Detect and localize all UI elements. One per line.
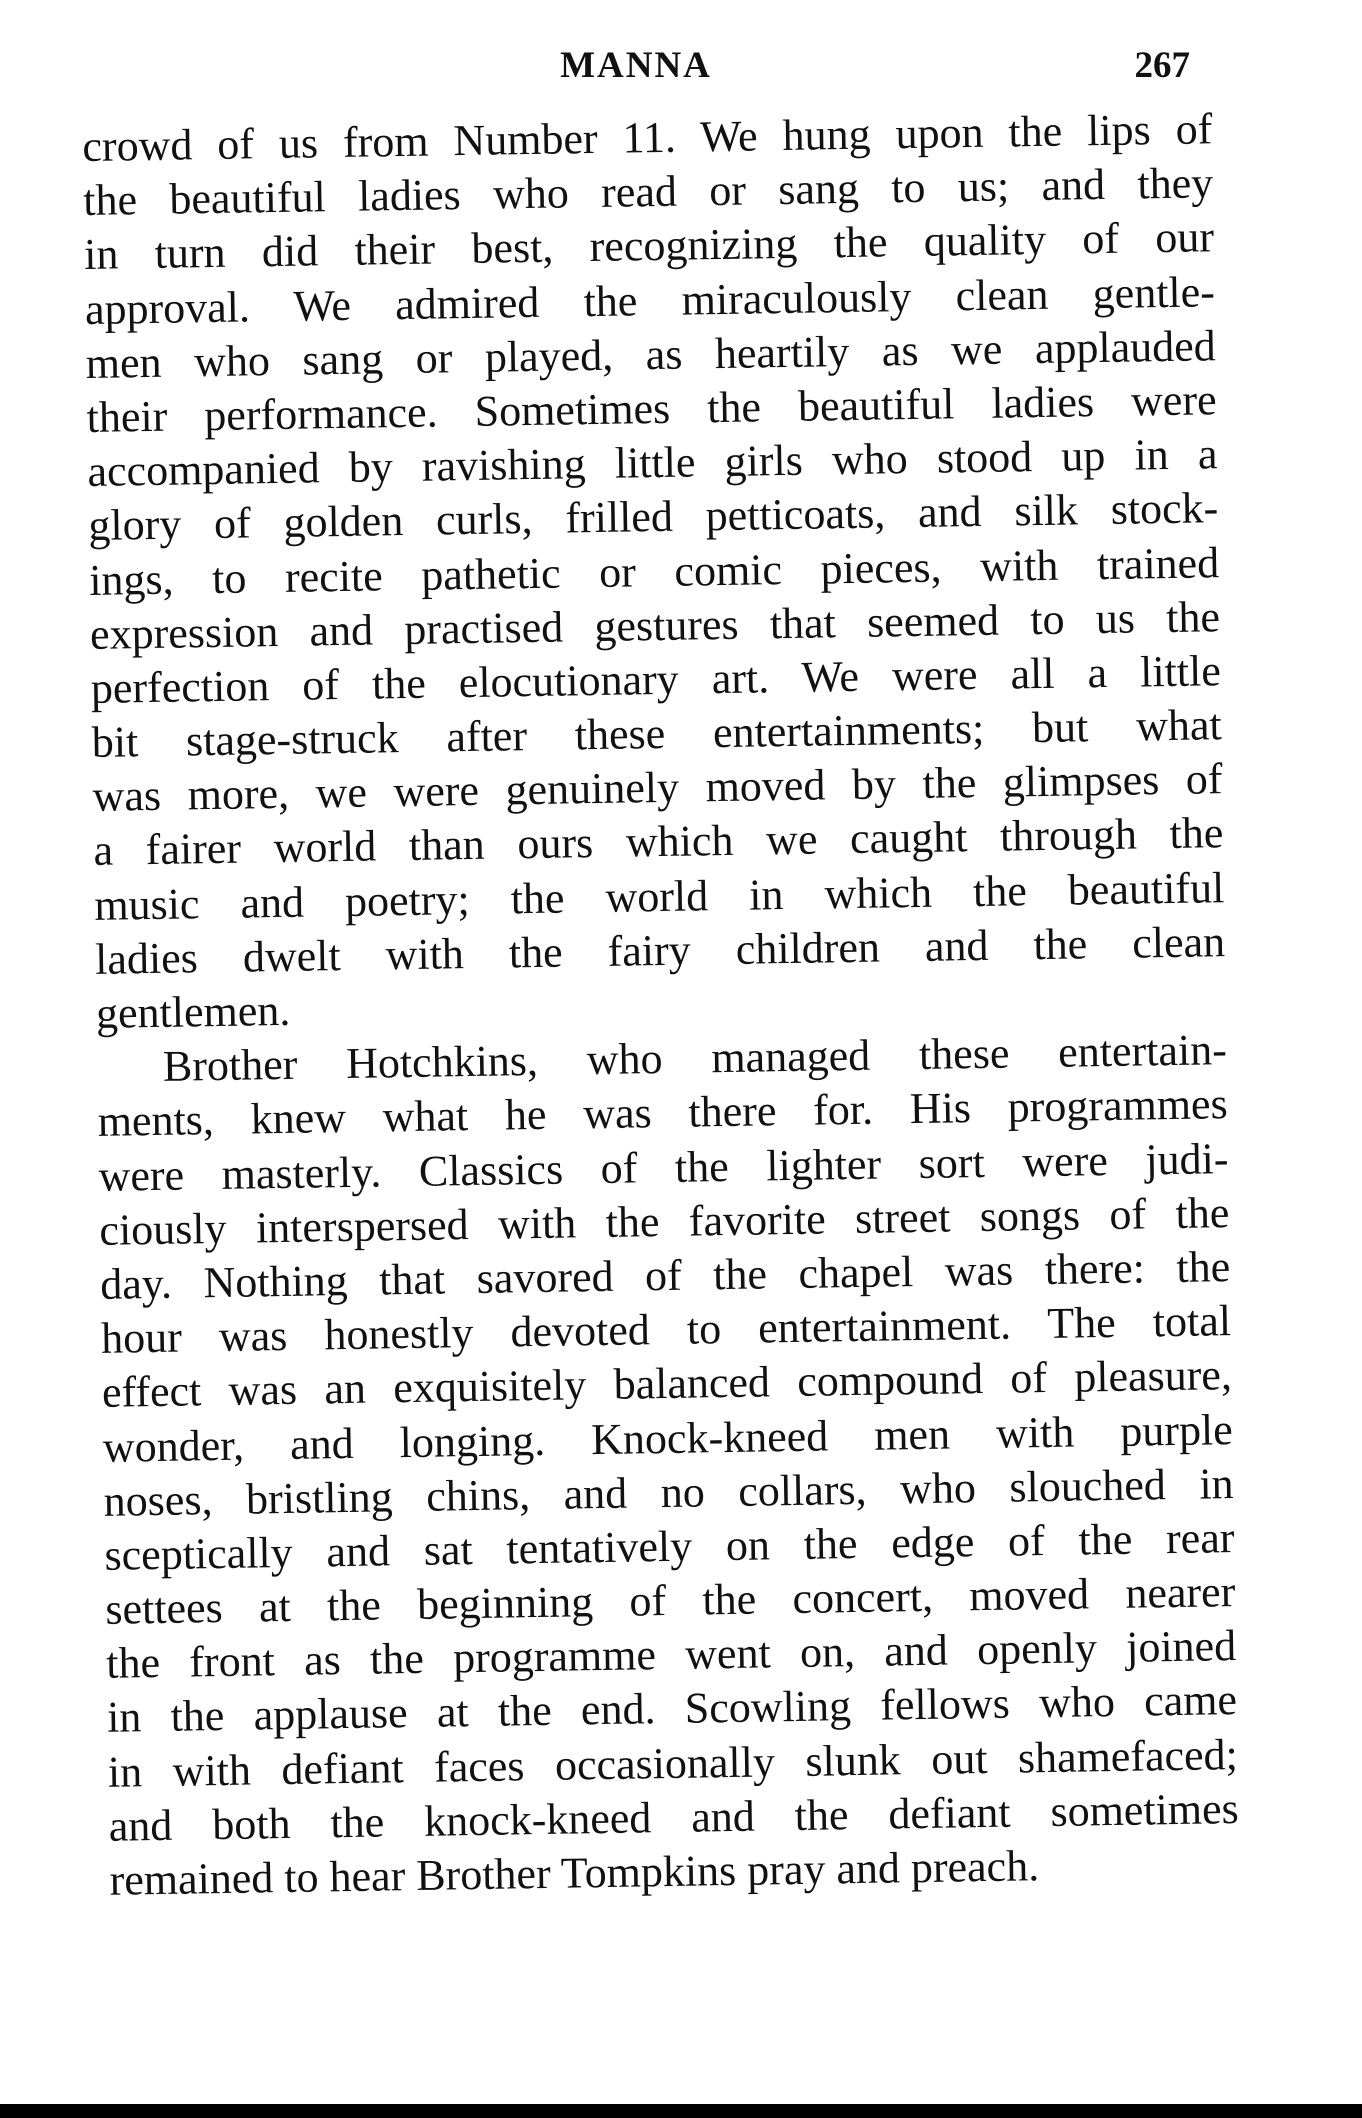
text-line: in turn did their best, recognizing the quality of our	[83, 212, 1215, 280]
running-head	[82, 44, 1190, 96]
text-line: hour was honestly devoted to entertainment. The total	[100, 1296, 1232, 1363]
page-number: 267	[1134, 45, 1190, 86]
text-line: was more, we were genuinely moved by the glimpses of	[92, 754, 1223, 822]
text-line: accompanied by ravishing little girls who stood up in a	[87, 429, 1218, 497]
scan-bottom-edge	[0, 2104, 1362, 2118]
text-line: crowd of us from Number 11. We hung upon the lips of	[82, 104, 1213, 171]
text-line: in with defiant faces occasionally slunk out shamefaced;	[107, 1729, 1239, 1797]
text-line: gentlemen.	[95, 985, 291, 1038]
text-line: Brother Hotchkins, who managed these entertain-	[162, 1025, 1228, 1092]
text-line: glory of golden curls, frilled petticoats, and silk stock-	[87, 483, 1219, 551]
text-line: their performance. Sometimes the beautiful ladies were	[86, 375, 1217, 442]
text-line: were masterly. Classics of the lighter sort were judi-	[98, 1133, 1229, 1201]
text-line: ladies dwelt with the fairy children and the clean	[94, 916, 1226, 984]
text-line: the front as the programme went on, and openly joined	[105, 1621, 1237, 1689]
text-line: day. Nothing that savored of the chapel was there: the	[99, 1242, 1231, 1309]
text-line: ings, to recite pathetic or comic pieces, with trained	[88, 537, 1220, 605]
text-line: and both the knock-kneed and the defiant sometimes	[108, 1783, 1240, 1851]
text-line: noses, bristling chins, and no collars, who slouched in	[103, 1458, 1234, 1526]
text-line: men who sang or played, as heartily as we applauded	[85, 320, 1217, 388]
text-line: effect was an exquisitely balanced compound of pleasure,	[101, 1350, 1233, 1418]
text-line: wonder, and longing. Knock-kneed men with purple	[102, 1404, 1234, 1472]
paragraph-1	[82, 102, 1226, 1041]
text-line: remained to hear Brother Tompkins pray and preach.	[109, 1841, 1040, 1905]
running-title: MANNA	[560, 45, 712, 86]
text-line: perfection of the elocutionary art. We were all a little	[90, 646, 1222, 713]
text-line: ciously interspersed with the favorite street songs of the	[99, 1187, 1230, 1255]
text-line: settees at the beginning of the concert, moved nearer	[105, 1567, 1236, 1634]
text-line: approval. We admired the miraculously clean gentle-	[84, 266, 1216, 334]
text-line: in the applause at the end. Scowling fellows who came	[106, 1675, 1238, 1743]
text-line: expression and practised gestures that seemed to us the	[89, 591, 1221, 659]
text-line: ments, knew what he was there for. His programmes	[97, 1079, 1228, 1147]
text-line: a fairer world than ours which we caught through the	[93, 808, 1224, 876]
text-line: bit stage-struck after these entertainments; but what	[91, 700, 1223, 767]
text-line: sceptically and sat tentatively on the edge of the rear	[104, 1512, 1235, 1580]
body-text	[82, 102, 1240, 1908]
text-line: the beautiful ladies who read or sang to us; and they	[82, 158, 1214, 226]
paragraph-2	[96, 1023, 1239, 1908]
text-line: music and poetry; the world in which the beautiful	[93, 862, 1225, 930]
